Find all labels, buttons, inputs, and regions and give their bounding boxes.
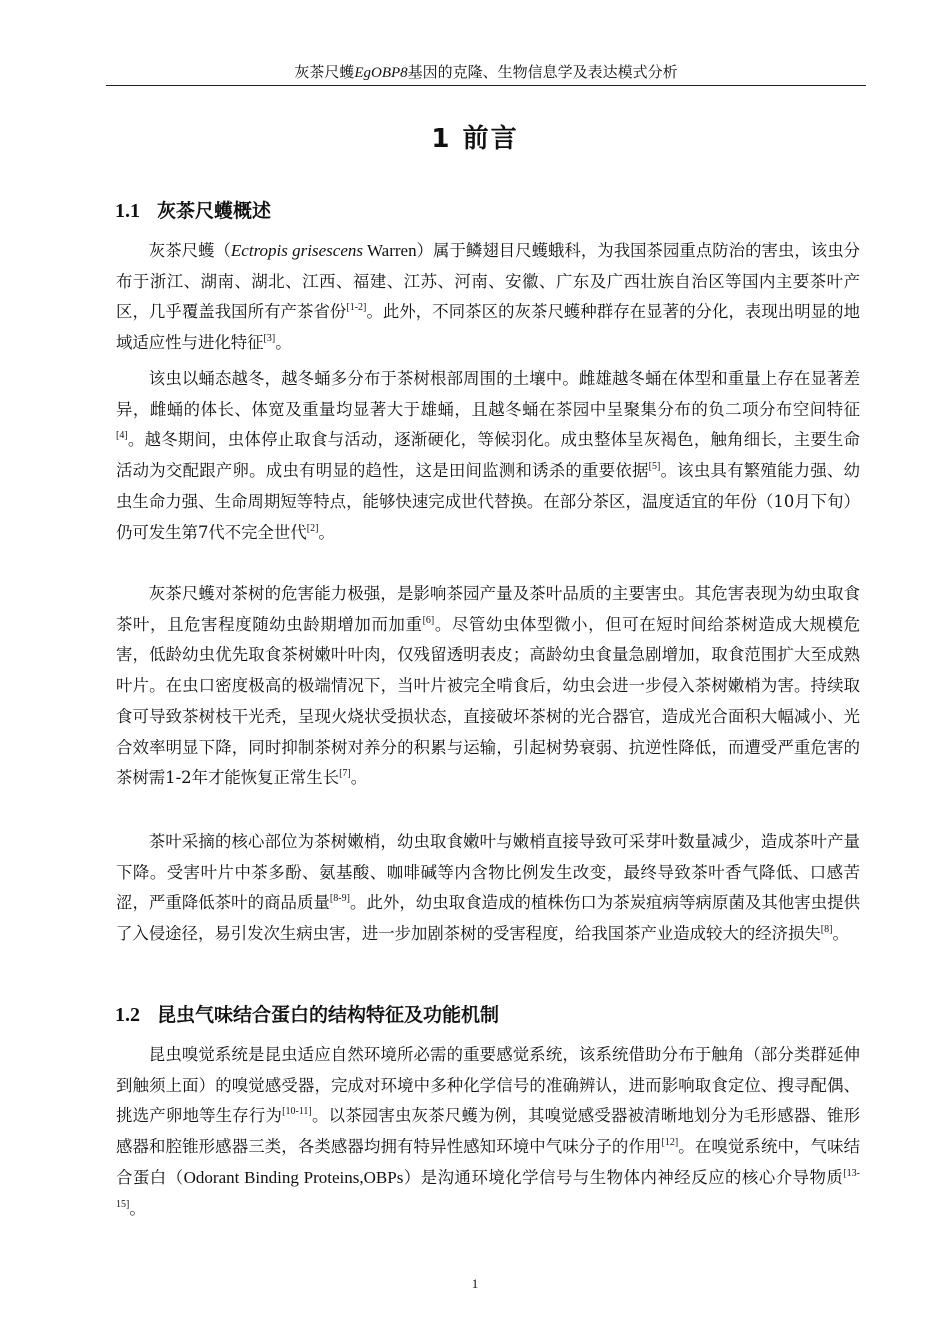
- citation: [6]: [422, 614, 435, 626]
- header-rule: [106, 85, 866, 86]
- citation: [1-2]: [346, 302, 367, 314]
- citation: [2]: [306, 522, 319, 534]
- page-number: 1: [471, 1276, 479, 1291]
- running-header: [106, 62, 866, 86]
- citation: [7]: [339, 768, 351, 780]
- section-heading-1-1: [115, 196, 271, 223]
- section-number: 1.1: [115, 200, 140, 222]
- citation: [12]: [661, 1137, 679, 1149]
- citation: [10-11]: [282, 1106, 312, 1118]
- citation: [3]: [263, 333, 276, 345]
- citation: [5]: [648, 461, 661, 473]
- chapter-title: 1 前言: [431, 124, 519, 154]
- citation: [8]: [820, 924, 833, 936]
- paragraph-5: 昆虫嗅觉系统是昆虫适应自然环境所必需的重要感觉系统，该系统借助分布于触角（部分类群延伸到触须上面）的嗅觉感受器，完成对环境中多种化学信号的准确辨认，进而影响取食定位、搜寻配偶、挑选产卵地等生存行为[10-11]。以茶园害虫灰茶尺蠖为例，其嗅觉感受器被清晰地划分为毛形感器、锥形感器和腔锥形感器三类，各类感器均拥有特异性感知环境中气味分子的作用[12]。在嗅觉系统中，气味结合蛋白（Odorant Binding Proteins,OBPs）是沟通环境化学信号与生物体内神经反应的核心介导物质[13-15]。: [116, 1045, 861, 1218]
- citation: [4]: [116, 430, 128, 442]
- citation: [8-9]: [329, 893, 350, 905]
- section-heading-1-2: [115, 1000, 499, 1027]
- citation: [13-15]: [116, 1167, 861, 1210]
- header-text-rest: 基因的克隆、生物信息学及表达模式分析: [407, 63, 678, 81]
- paragraph-3: 灰茶尺蠖对茶树的危害能力极强，是影响茶园产量及茶叶品质的主要害虫。其危害表现为幼虫取食茶叶，且危害程度随幼虫龄期增加而加重[6]。尽管幼虫体型微小，但可在短时间给茶树造成大规模危害，低龄幼虫优先取食茶树嫩叶叶肉，仅残留透明表皮；高龄幼虫食量急剧增加，取食范围扩大至成熟叶片。在虫口密度极高的极端情况下，当叶片被完全啃食后，幼虫会进一步侵入茶树嫩梢为害。持续取食可导致茶树枝干光秃，呈现火烧状受损状态，直接破坏茶树的光合器官，造成光合面积大幅减小、光合效率明显下降，同时抑制茶树对养分的积累与运输，引起树势衰弱、抗逆性降低，而遭受严重危害的茶树需1-2年才能恢复正常生长[7]。: [116, 584, 861, 788]
- paragraph-4: 茶叶采摘的核心部位为茶树嫩梢，幼虫取食嫩叶与嫩梢直接导致可采芽叶数量减少，造成茶叶产量下降。受害叶片中茶多酚、氨基酸、咖啡碱等内含物比例发生改变，最终导致茶叶香气降低、口感苦涩，严重降低茶叶的商品质量[8-9]。此外，幼虫取食造成的植株伤口为茶炭疽病等病原菌及其他害虫提供了入侵途径，易引发次生病虫害，进一步加剧茶树的受害程度，给我国茶产业造成较大的经济损失[8]。: [116, 832, 861, 944]
- section-title: 昆虫气味结合蛋白的结构特征及功能机制: [157, 1004, 500, 1026]
- section-title: 灰茶尺蠖概述: [157, 200, 272, 222]
- header-gene-name: EgOBP8: [354, 65, 408, 81]
- section-number: 1.2: [115, 1004, 140, 1026]
- header-text: 灰茶尺蠖: [294, 63, 355, 81]
- paragraph-1: 灰茶尺蠖（Ectropis grisescens Warren）属于鳞翅目尺蠖蛾科，为我国茶园重点防治的害虫，该虫分布于浙江、湖南、湖北、江西、福建、江苏、河南、安徽、广东及广西壮族自治区等国内主要茶叶产区，几乎覆盖我国所有产茶省份[1-2]。此外，不同茶区的灰茶尺蠖种群存在显著的分化，表现出明显的地域适应性与进化特征[3]。: [116, 241, 861, 353]
- paragraph-2: 该虫以蛹态越冬，越冬蛹多分布于茶树根部周围的土壤中。雌雄越冬蛹在体型和重量上存在显著差异，雌蛹的体长、体宽及重量均显著大于雄蛹，且越冬蛹在茶园中呈聚集分布的负二项分布空间特征[4]。越冬期间，虫体停止取食与活动，逐渐硬化，等候羽化。成虫整体呈灰褐色，触角细长，主要生命活动为交配跟产卵。成虫有明显的趋性，这是田间监测和诱杀的重要依据[5]。该虫具有繁殖能力强、幼虫生命力强、生命周期短等特点，能够快速完成世代替换。在部分茶区，温度适宜的年份（10月下旬）仍可发生第7代不完全世代[2]。: [116, 369, 861, 542]
- species-name: Ectropis grisescens: [230, 241, 364, 260]
